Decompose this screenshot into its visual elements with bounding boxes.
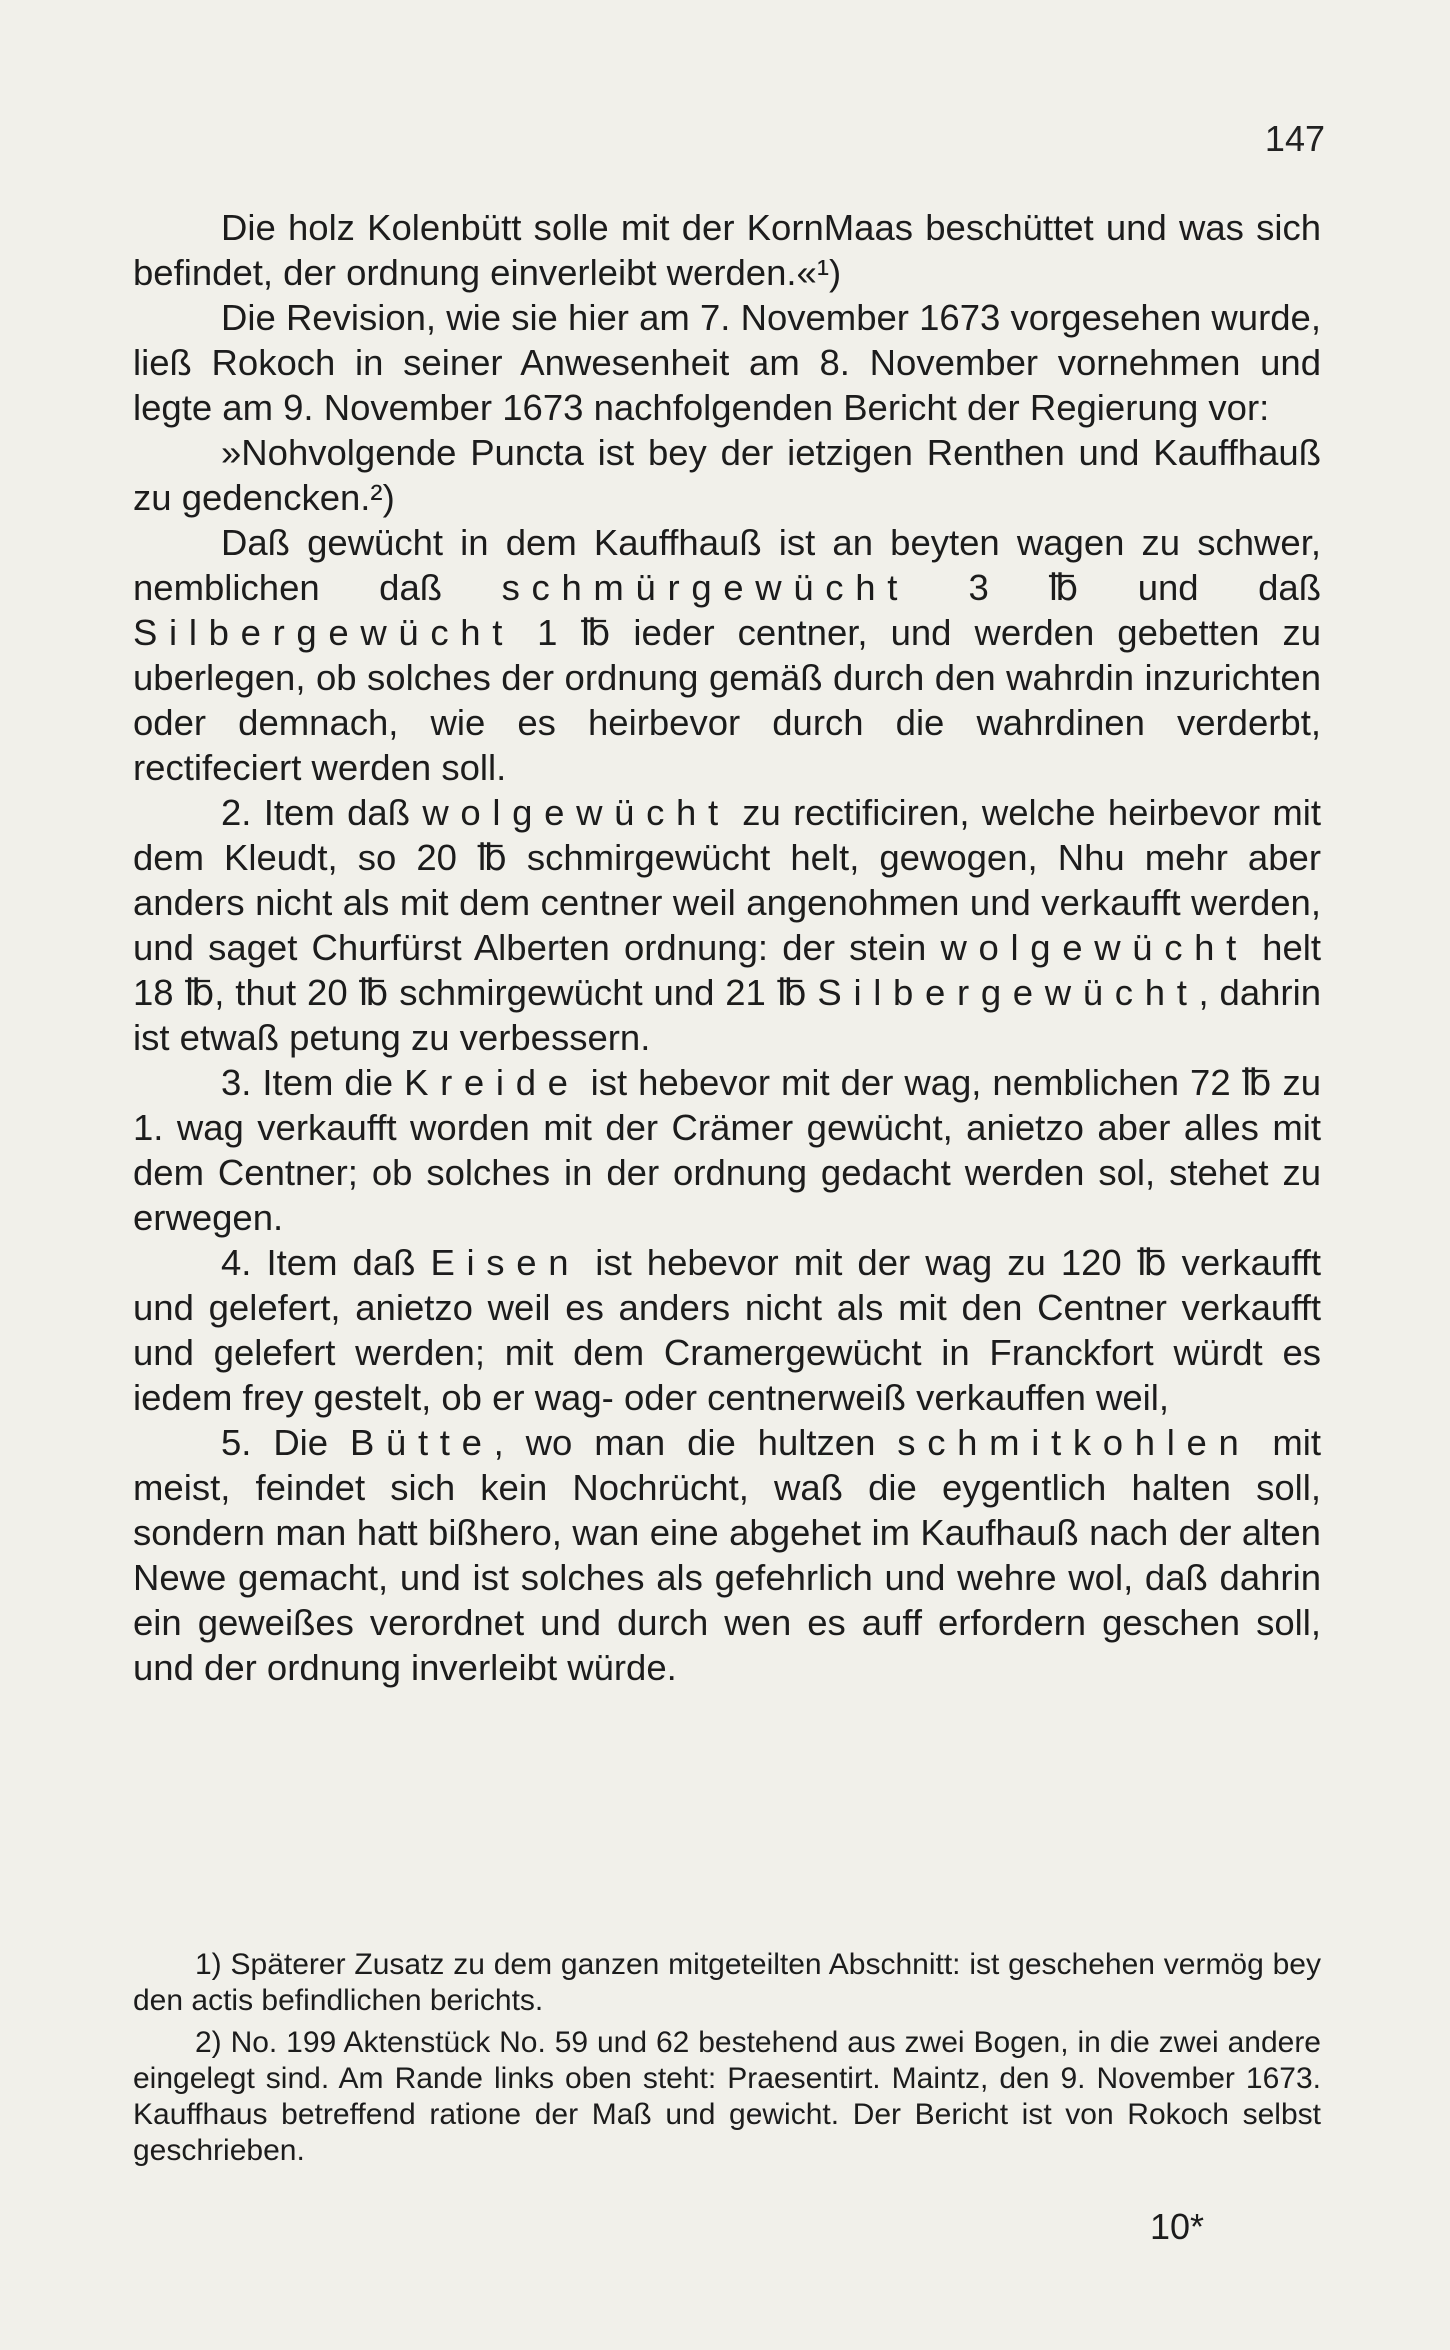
paragraph: 3. Item die Kreide ist hebevor mit der wag, nemblichen 72 ℔ zu 1. wag verkaufft worden mit der Crämer gewücht, anietzo aber alles mit dem Centner; ob solches in der ordnung gedacht werden sol, stehet zu erwegen. [133,1062,1321,1238]
emphasized-term: Bütte [349,1422,494,1463]
paragraph: Die holz Kolenbütt solle mit der KornMaas beschüttet und was sich befindet, der ordnung einverleibt werden.«¹) [133,207,1321,293]
footnote: 2) No. 199 Aktenstück No. 59 und 62 bestehend aus zwei Bogen, in die zwei andere eingelegt sind. Am Rande links oben steht: Praesentirt. Maintz, den 9. November 1673. Kauffhaus betreffend ratione der Maß und gewicht. Der Bericht ist von Rokoch selbst geschrieben. [133,2026,1321,2167]
emphasized-term: Silbergewücht [133,612,515,653]
signature-mark: 10* [1150,2206,1205,2247]
emphasized-term: wolgewücht [940,927,1248,968]
paragraph: Die Revision, wie sie hier am 7. November 1673 vorgesehen wurde, ließ Rokoch in seiner Anwesenheit am 8. November vornehmen und legte am 9. November 1673 nachfolgenden Bericht der Regierung vor: [133,297,1321,428]
paragraph: 5. Die Bütte, wo man die hultzen schmitkohlen mit meist, feindet sich kein Nochrücht, waß die eygentlich halten soll, sondern man hatt bißhero, wan eine abgehet im Kaufhauß nach der alten Newe gemacht, und ist solches als gefehrlich und wehre wol, daß dahrin ein geweißes verordnet und durch wen es auff erfordern geschen soll, und der ordnung inverleibt würde. [133,1422,1321,1688]
emphasized-term: schmitkohlen [897,1422,1251,1463]
main-text [133,205,1321,1690]
emphasized-term: schmürgewücht [501,567,910,608]
emphasized-term: Kreide [404,1062,580,1103]
emphasized-term: Eisen [430,1242,581,1283]
footnotes [133,1947,1321,2175]
paragraph: 4. Item daß Eisen ist hebevor mit der wag zu 120 ℔ verkaufft und gelefert, anietzo weil es anders nicht als mit den Centner verkaufft und gelefert werden; mit dem Cramergewücht in Franckfort würdt es iedem frey gestelt, ob er wag- oder centnerweiß verkauffen weil, [133,1242,1321,1418]
emphasized-term: Silbergewücht [817,972,1199,1013]
paragraph: »Nohvolgende Puncta ist bey der ietzigen Renthen und Kauffhauß zu gedencken.²) [133,432,1321,518]
paragraph: Daß gewücht in dem Kauffhauß ist an beyten wagen zu schwer, nemblichen daß schmürgewücht 3 ℔ und daß Silbergewücht 1 ℔ ieder centner, und werden gebetten zu uberlegen, ob solches der ordnung gemäß durch den wahrdin inzurichten oder demnach, wie es heirbevor durch die wahrdinen verderbt, rectifeciert werden soll. [133,522,1321,788]
paragraph: 2. Item daß wolgewücht zu rectificiren, welche heirbevor mit dem Kleudt, so 20 ℔ schmirgewücht helt, gewogen, Nhu mehr aber anders nicht als mit dem centner weil angenohmen und verkaufft werden, und saget Churfürst Alberten ordnung: der stein wolgewücht helt 18 ℔, thut 20 ℔ schmirgewücht und 21 ℔ Silbergewücht, dahrin ist etwaß petung zu verbessern. [133,792,1322,1058]
emphasized-term: wolgewücht [422,792,730,833]
page-number: 147 [1264,118,1325,159]
footnote: 1) Späterer Zusatz zu dem ganzen mitgeteilten Abschnitt: ist geschehen vermög bey den actis befindlichen berichts. [133,1948,1321,2017]
